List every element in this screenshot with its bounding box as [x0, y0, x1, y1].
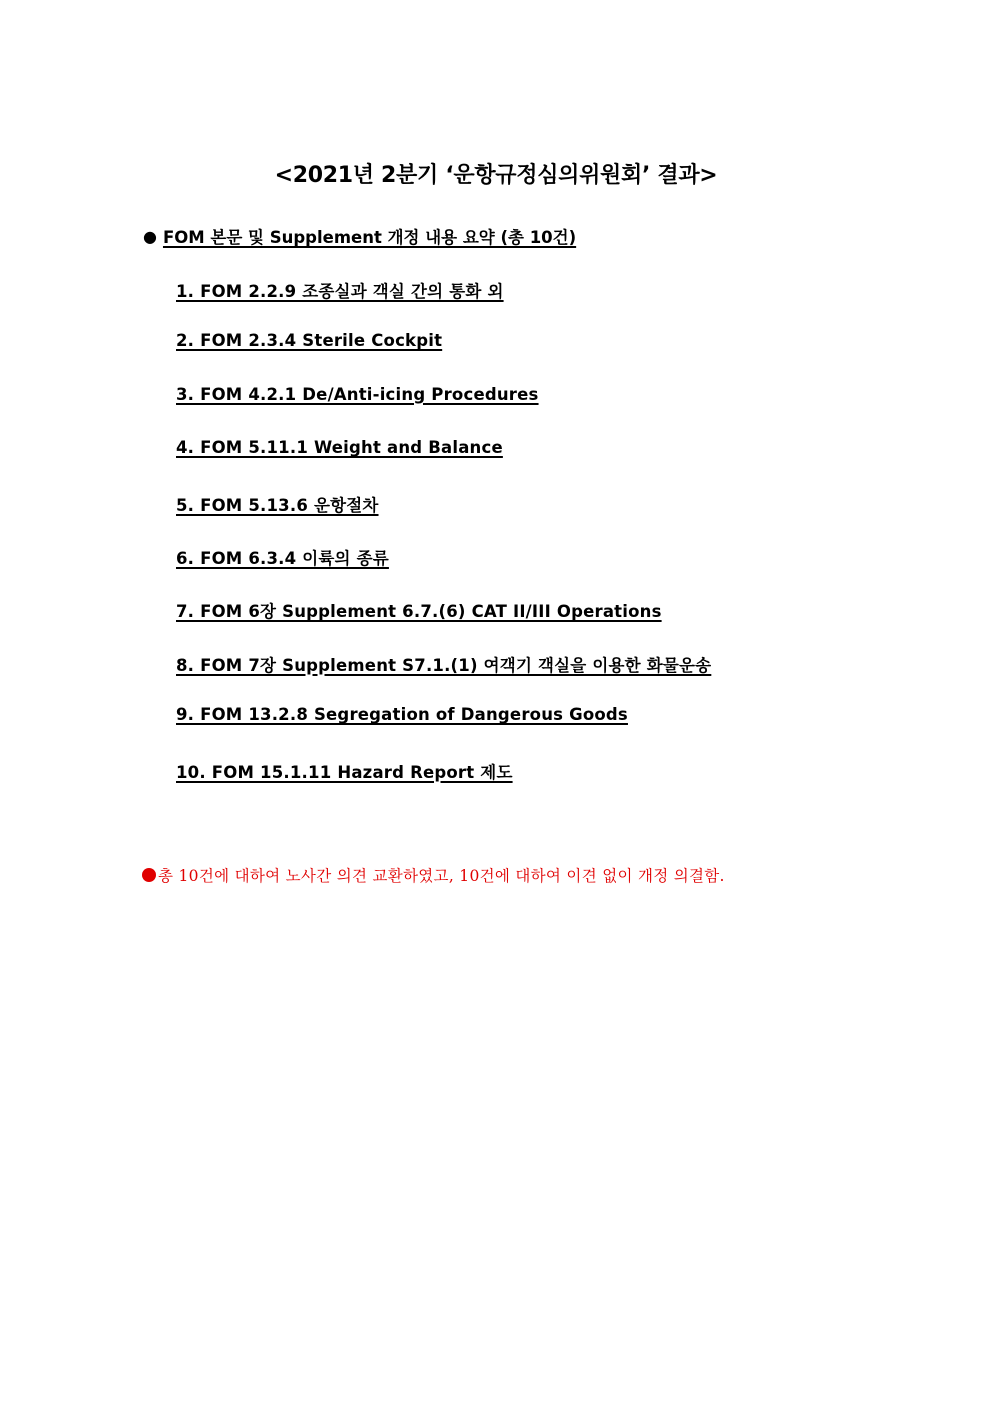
summary-heading	[143, 224, 576, 248]
list-item-text: 7. FOM 6장 Supplement 6.7.(6) CAT II/III Operations	[176, 602, 662, 622]
summary-heading-text: FOM 본문 및 Supplement 개정 내용 요약 (총 10건)	[162, 228, 577, 247]
list-item-text: 2. FOM 2.3.4 Sterile Cockpit	[176, 331, 443, 351]
list-item	[176, 278, 711, 331]
conclusion	[142, 864, 725, 886]
revision-list	[176, 278, 711, 812]
list-item-text: 6. FOM 6.3.4 이륙의 종류	[176, 548, 389, 568]
list-item	[176, 598, 711, 651]
list-item	[176, 331, 711, 384]
list-item	[176, 385, 711, 438]
list-item	[176, 492, 711, 545]
list-item	[176, 759, 711, 812]
list-item-text: 4. FOM 5.11.1 Weight and Balance	[176, 438, 503, 458]
list-item-text: 1. FOM 2.2.9 조종실과 객실 간의 통화 외	[176, 282, 504, 301]
list-item-text: 8. FOM 7장 Supplement S7.1.(1) 여객기 객실을 이용한 화물운송	[176, 655, 712, 675]
list-item	[176, 705, 711, 758]
list-item-text: 10. FOM 15.1.11 Hazard Report 제도	[176, 762, 513, 782]
list-item-text: 3. FOM 4.2.1 De/Anti-icing Procedures	[176, 384, 539, 404]
conclusion-text: 총 10건에 대하여 노사간 의견 교환하였고, 10건에 대하여 이견 없이 개정 의결함.	[158, 867, 725, 885]
red-dot-icon	[142, 868, 156, 882]
list-item-text: 5. FOM 5.13.6 운항절차	[176, 495, 379, 515]
list-item	[176, 545, 711, 598]
list-item-text: 9. FOM 13.2.8 Segregation of Dangerous Goods	[176, 705, 628, 725]
list-item	[176, 652, 711, 705]
list-item	[176, 438, 711, 491]
page-title: <2021년 2분기 ‘운항규정심의위원회’ 결과>	[274, 163, 718, 188]
bullet-icon: ●	[143, 227, 157, 246]
